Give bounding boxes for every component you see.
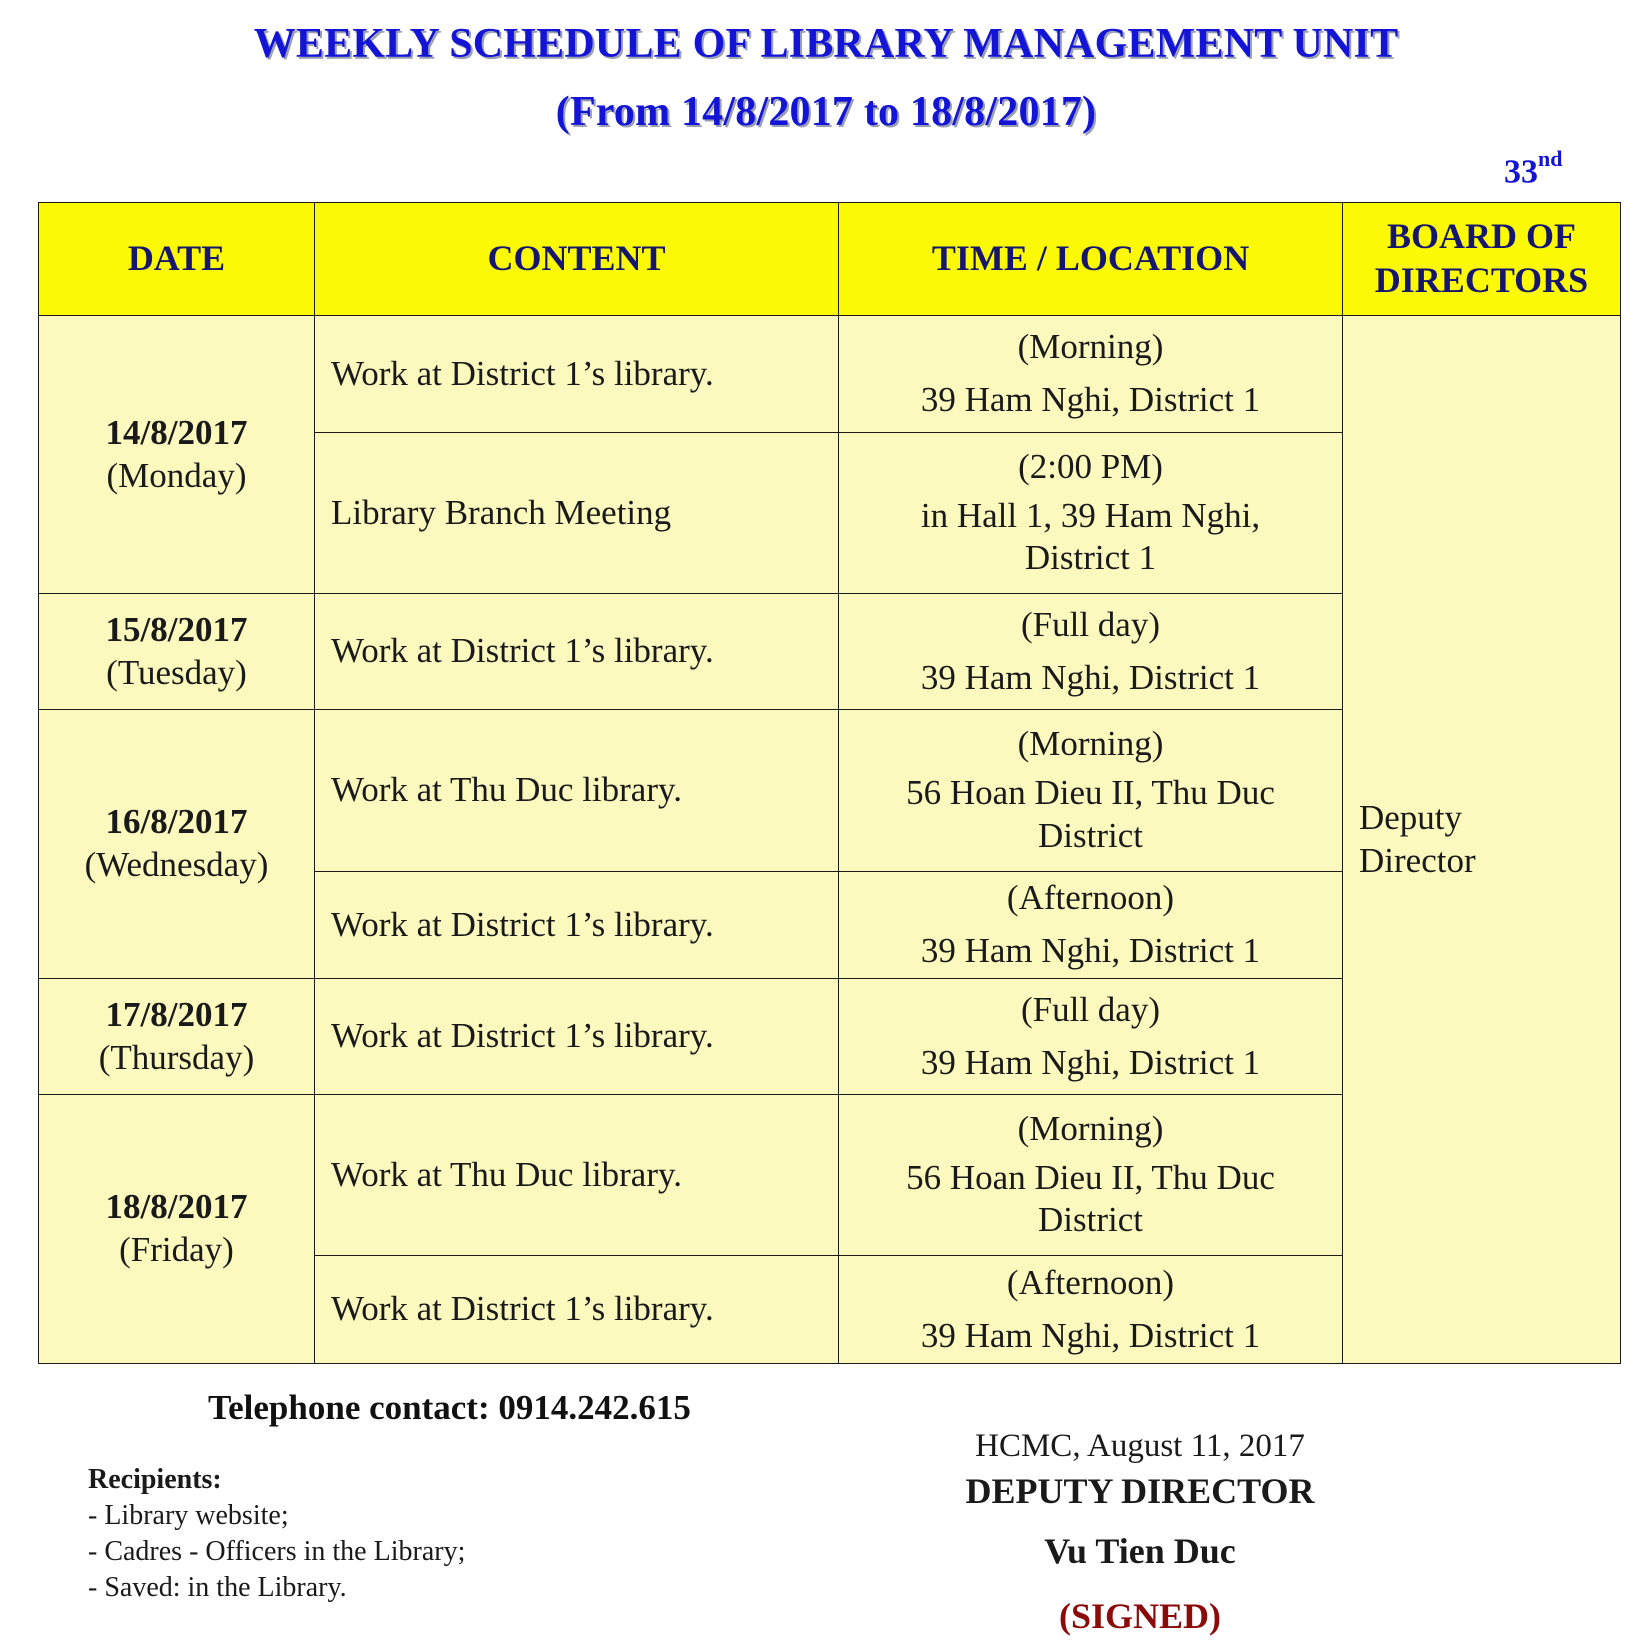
date-cell	[39, 979, 315, 1095]
content-cell: Work at Thu Duc library.	[315, 1095, 839, 1256]
weekday-label: (Wednesday)	[84, 845, 269, 884]
board-line: Deputy	[1359, 797, 1463, 837]
location-line: 56 Hoan Dieu II, Thu Duc	[906, 1157, 1275, 1197]
content-cell: Work at Thu Duc library.	[315, 710, 839, 872]
column-header-content: CONTENT	[315, 203, 839, 316]
time-location-cell	[839, 594, 1343, 710]
time-location-cell	[839, 872, 1343, 979]
location-line: 39 Ham Nghi, District 1	[920, 1042, 1261, 1082]
recipient-item: - Library website;	[88, 1500, 289, 1531]
page-subtitle-date-range: (From 14/8/2017 to 18/8/2017)	[555, 89, 1097, 135]
content-cell: Work at District 1’s library.	[315, 979, 839, 1095]
schedule-body	[39, 316, 1621, 1364]
recipient-item: - Cadres - Officers in the Library;	[88, 1536, 466, 1567]
time-label: (Full day)	[1020, 604, 1160, 644]
weekday-label: (Thursday)	[98, 1037, 255, 1077]
time-location-cell	[839, 316, 1343, 433]
time-location-cell	[839, 710, 1343, 872]
date-cell	[39, 710, 315, 979]
schedule-table	[38, 202, 1621, 1364]
recipients-title: Recipients:	[88, 1464, 222, 1495]
content-cell: Work at District 1’s library.	[315, 316, 839, 433]
location-line: District 1	[1024, 538, 1157, 578]
date-cell	[39, 1095, 315, 1364]
column-header-date: DATE	[39, 203, 315, 316]
time-label: (Morning)	[1017, 724, 1164, 764]
table-row	[39, 316, 1621, 433]
location-line: 39 Ham Nghi, District 1	[920, 931, 1261, 970]
week-number-value: 33	[1504, 153, 1538, 191]
signature-name: Vu Tien Duc	[1044, 1531, 1236, 1571]
location-line: 39 Ham Nghi, District 1	[920, 1315, 1261, 1355]
location-line: in Hall 1, 39 Ham Nghi,	[920, 495, 1261, 535]
date-value: 14/8/2017	[105, 412, 248, 452]
board-cell	[1343, 316, 1621, 1364]
page-title: WEEKLY SCHEDULE OF LIBRARY MANAGEMENT UNIT	[253, 21, 1399, 67]
column-header-board: BOARD OF DIRECTORS	[1343, 203, 1621, 316]
week-number	[1504, 146, 1563, 191]
time-location-cell	[839, 433, 1343, 594]
signature-date: HCMC, August 11, 2017	[975, 1428, 1305, 1464]
time-location-cell	[839, 1256, 1343, 1364]
board-line: Director	[1359, 840, 1476, 880]
content-cell: Work at District 1’s library.	[315, 872, 839, 979]
time-label: (Full day)	[1020, 989, 1160, 1029]
content-cell: Work at District 1’s library.	[315, 594, 839, 710]
signature-status: (SIGNED)	[1058, 1596, 1222, 1636]
signature-position: DEPUTY DIRECTOR	[965, 1471, 1315, 1511]
time-location-cell	[839, 1095, 1343, 1256]
week-number-suffix: nd	[1538, 146, 1563, 171]
content-cell: Library Branch Meeting	[315, 433, 839, 594]
date-cell	[39, 594, 315, 710]
weekday-label: (Monday)	[106, 455, 247, 495]
time-location-cell	[839, 979, 1343, 1095]
location-line: District	[1038, 1200, 1143, 1240]
time-label: (2:00 PM)	[1018, 446, 1163, 486]
weekday-label: (Friday)	[119, 1230, 234, 1269]
weekday-label: (Tuesday)	[106, 652, 247, 692]
time-label: (Afternoon)	[1006, 1262, 1175, 1302]
column-header-time-location: TIME / LOCATION	[839, 203, 1343, 316]
date-cell	[39, 316, 315, 594]
date-value: 15/8/2017	[105, 609, 248, 649]
date-value: 17/8/2017	[105, 994, 248, 1034]
date-value: 18/8/2017	[105, 1187, 248, 1227]
location-line: 56 Hoan Dieu II, Thu Duc	[906, 773, 1275, 813]
location-line: 39 Ham Nghi, District 1	[920, 657, 1261, 697]
content-cell: Work at District 1’s library.	[315, 1256, 839, 1364]
time-label: (Afternoon)	[1006, 878, 1175, 918]
location-line: 39 Ham Nghi, District 1	[920, 380, 1261, 419]
table-header-row	[39, 203, 1621, 316]
recipient-item: - Saved: in the Library.	[88, 1572, 347, 1603]
time-label: (Morning)	[1017, 327, 1164, 367]
date-value: 16/8/2017	[105, 802, 248, 842]
time-label: (Morning)	[1017, 1108, 1164, 1148]
telephone-contact: Telephone contact: 0914.242.615	[208, 1388, 691, 1427]
location-line: District	[1038, 815, 1143, 855]
